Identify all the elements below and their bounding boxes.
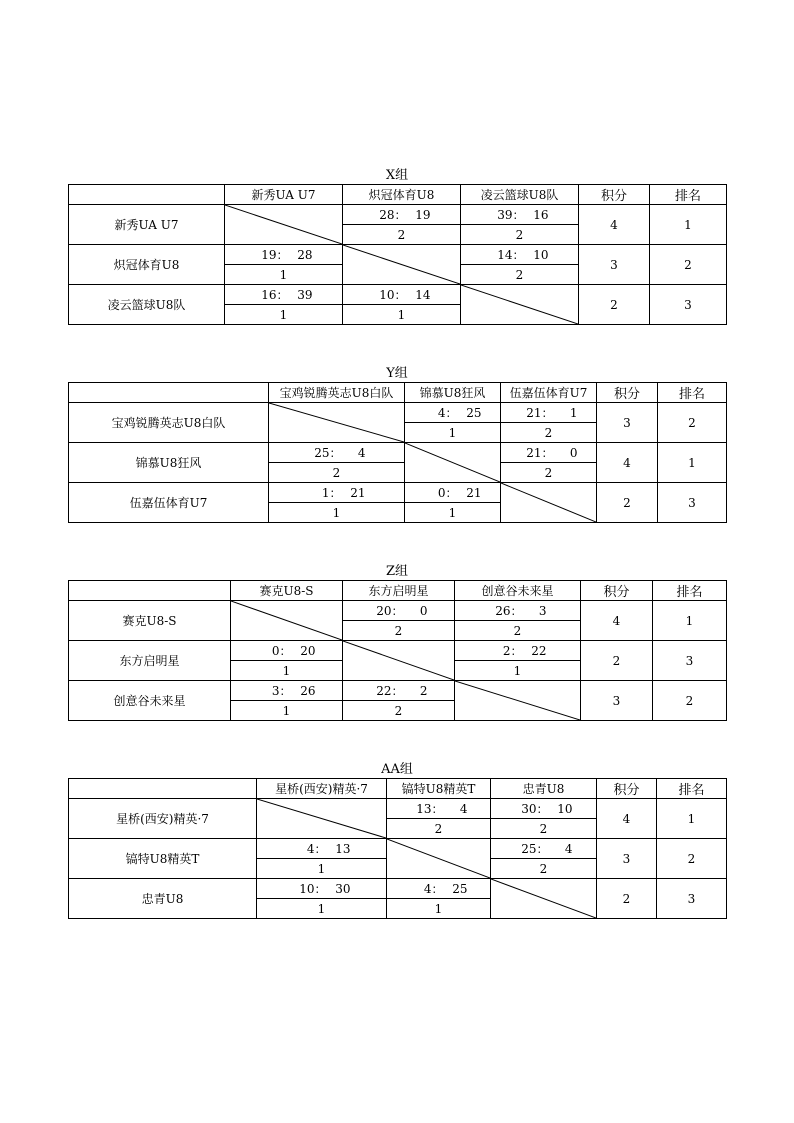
match-score (387, 879, 491, 899)
total-points: 3 (597, 403, 658, 443)
match-score (257, 839, 387, 859)
match-points: 2 (343, 621, 455, 641)
score-home: 28 (379, 208, 395, 222)
score-separator: ： (314, 882, 327, 896)
team-row (69, 601, 727, 621)
total-points: 4 (597, 799, 657, 839)
score-home: 16 (261, 288, 277, 302)
score-home: 4 (423, 882, 432, 896)
score-home: 2 (502, 644, 511, 658)
header-points: 积分 (579, 185, 650, 205)
match-score (387, 799, 491, 819)
score-away: 14 (415, 288, 431, 302)
rank: 3 (650, 285, 727, 325)
team-row (69, 483, 727, 503)
score-separator: ： (512, 248, 525, 262)
match-score (461, 205, 579, 225)
score-home: 4 (306, 842, 315, 856)
header-corner (69, 779, 257, 799)
team-row (69, 879, 727, 899)
score-home: 25 (521, 842, 537, 856)
team-row (69, 681, 727, 701)
score-separator: ： (279, 684, 292, 698)
match-points: 2 (269, 463, 405, 483)
score-value (515, 840, 573, 857)
total-points: 4 (597, 443, 658, 483)
group-3 (68, 762, 726, 919)
team-name: 炽冠体育U8 (69, 245, 225, 285)
score-home: 13 (416, 802, 432, 816)
header-row (69, 581, 727, 601)
diagonal-line (387, 839, 490, 878)
match-points: 2 (455, 621, 581, 641)
score-home: 21 (526, 406, 542, 420)
self-match-cell (231, 601, 343, 641)
score-home: 10 (299, 882, 315, 896)
score-away: 0 (569, 446, 578, 460)
header-rank: 排名 (657, 779, 727, 799)
score-value (293, 840, 351, 857)
diagonal-line (257, 799, 386, 838)
score-value (293, 880, 351, 897)
header-team: 新秀UA U7 (225, 185, 343, 205)
standings-table (68, 382, 727, 523)
score-home: 30 (521, 802, 537, 816)
rank: 1 (657, 799, 727, 839)
diagonal-line (343, 245, 460, 284)
score-separator: ： (431, 882, 444, 896)
score-away: 21 (350, 486, 366, 500)
score-separator: ： (536, 802, 549, 816)
score-value (410, 800, 468, 817)
score-separator: ： (510, 604, 523, 618)
standings-table (68, 184, 727, 325)
score-away: 0 (419, 604, 428, 618)
match-score (343, 205, 461, 225)
score-away: 3 (538, 604, 547, 618)
group-title: Z组 (385, 564, 409, 579)
header-rank: 排名 (653, 581, 727, 601)
score-home: 26 (495, 604, 511, 618)
score-away: 10 (533, 248, 549, 262)
total-points: 2 (597, 483, 658, 523)
header-corner (69, 383, 269, 403)
score-value (373, 286, 431, 303)
group-0 (68, 168, 726, 325)
match-points: 2 (491, 819, 597, 839)
score-separator: ： (394, 288, 407, 302)
match-score (269, 443, 405, 463)
total-points: 2 (597, 879, 657, 919)
header-team: 宝鸡锐腾英志U8白队 (269, 383, 405, 403)
header-corner (69, 185, 225, 205)
match-score (231, 641, 343, 661)
match-points: 1 (231, 701, 343, 721)
score-separator: ： (512, 208, 525, 222)
match-score (455, 601, 581, 621)
header-points: 积分 (581, 581, 653, 601)
score-value (515, 800, 573, 817)
team-name: 新秀UA U7 (69, 205, 225, 245)
match-score (225, 285, 343, 305)
self-match-cell (461, 285, 579, 325)
group-title: X组 (385, 168, 409, 183)
header-team: 赛克U8-S (231, 581, 343, 601)
match-score (343, 681, 455, 701)
diagonal-line (231, 601, 342, 640)
match-points: 2 (501, 423, 597, 443)
score-home: 19 (261, 248, 277, 262)
team-row (69, 443, 727, 463)
score-separator: ： (314, 842, 327, 856)
score-home: 1 (321, 486, 330, 500)
score-value (258, 682, 316, 699)
match-points: 1 (257, 859, 387, 879)
score-value (520, 444, 578, 461)
total-points: 3 (597, 839, 657, 879)
score-value (410, 880, 468, 897)
score-away: 13 (335, 842, 351, 856)
match-points: 2 (501, 463, 597, 483)
match-score (269, 483, 405, 503)
match-points: 2 (387, 819, 491, 839)
match-score (225, 245, 343, 265)
score-home: 20 (376, 604, 392, 618)
score-value (520, 404, 578, 421)
match-points: 2 (461, 265, 579, 285)
match-points: 2 (343, 225, 461, 245)
match-points: 1 (225, 305, 343, 325)
score-value (370, 602, 428, 619)
match-score (491, 799, 597, 819)
score-separator: ： (510, 644, 523, 658)
score-value (258, 642, 316, 659)
match-points: 2 (343, 701, 455, 721)
score-separator: ： (431, 802, 444, 816)
rank: 2 (658, 403, 727, 443)
match-points: 1 (455, 661, 581, 681)
header-team: 镐特U8精英T (387, 779, 491, 799)
team-name: 赛克U8-S (69, 601, 231, 641)
self-match-cell (491, 879, 597, 919)
self-match-cell (257, 799, 387, 839)
match-score (501, 443, 597, 463)
score-separator: ： (541, 406, 554, 420)
match-score (231, 681, 343, 701)
team-row (69, 285, 727, 305)
score-separator: ： (391, 604, 404, 618)
score-value (491, 206, 549, 223)
match-score (343, 285, 461, 305)
team-name: 凌云篮球U8队 (69, 285, 225, 325)
group-title: AA组 (381, 762, 413, 777)
match-points: 1 (269, 503, 405, 523)
rank: 3 (653, 641, 727, 681)
rank: 3 (657, 879, 727, 919)
score-away: 4 (564, 842, 573, 856)
diagonal-line (343, 641, 454, 680)
diagonal-line (501, 483, 596, 522)
header-team: 创意谷未来星 (455, 581, 581, 601)
score-away: 28 (297, 248, 313, 262)
team-row (69, 403, 727, 423)
score-home: 14 (497, 248, 513, 262)
score-away: 20 (300, 644, 316, 658)
score-value (370, 682, 428, 699)
score-away: 26 (300, 684, 316, 698)
team-name: 忠青U8 (69, 879, 257, 919)
team-row (69, 641, 727, 661)
diagonal-line (455, 681, 580, 720)
total-points: 3 (579, 245, 650, 285)
team-name: 东方启明星 (69, 641, 231, 681)
score-away: 2 (419, 684, 428, 698)
header-team: 伍嘉伍体育U7 (501, 383, 597, 403)
match-points: 1 (405, 423, 501, 443)
match-score (491, 839, 597, 859)
header-row (69, 779, 727, 799)
match-score (501, 403, 597, 423)
score-away: 30 (335, 882, 351, 896)
score-separator: ： (394, 208, 407, 222)
rank: 1 (650, 205, 727, 245)
self-match-cell (405, 443, 501, 483)
score-home: 22 (376, 684, 392, 698)
score-away: 22 (531, 644, 547, 658)
score-separator: ： (276, 248, 289, 262)
standings-table (68, 778, 727, 919)
team-row (69, 205, 727, 225)
score-separator: ： (445, 406, 458, 420)
header-team: 锦慕U8狂风 (405, 383, 501, 403)
standings-table (68, 580, 727, 721)
rank: 1 (653, 601, 727, 641)
score-home: 0 (271, 644, 280, 658)
group-2 (68, 564, 726, 721)
score-value (308, 484, 366, 501)
score-separator: ： (329, 486, 342, 500)
score-value (491, 246, 549, 263)
match-points: 2 (491, 859, 597, 879)
score-value (424, 484, 482, 501)
header-rank: 排名 (658, 383, 727, 403)
score-separator: ： (279, 644, 292, 658)
score-value (255, 246, 313, 263)
rank: 3 (658, 483, 727, 523)
score-home: 0 (437, 486, 446, 500)
total-points: 4 (579, 205, 650, 245)
header-points: 积分 (597, 383, 658, 403)
header-team: 忠青U8 (491, 779, 597, 799)
self-match-cell (387, 839, 491, 879)
total-points: 2 (581, 641, 653, 681)
team-name: 锦慕U8狂风 (69, 443, 269, 483)
total-points: 3 (581, 681, 653, 721)
self-match-cell (343, 641, 455, 681)
score-home: 25 (314, 446, 330, 460)
rank: 2 (653, 681, 727, 721)
score-value (308, 444, 366, 461)
rank: 2 (650, 245, 727, 285)
match-points: 1 (257, 899, 387, 919)
score-home: 39 (497, 208, 513, 222)
rank: 1 (658, 443, 727, 483)
diagonal-line (461, 285, 578, 324)
score-home: 3 (271, 684, 280, 698)
header-points: 积分 (597, 779, 657, 799)
team-name: 伍嘉伍体育U7 (69, 483, 269, 523)
team-name: 宝鸡锐腾英志U8白队 (69, 403, 269, 443)
header-team: 东方启明星 (343, 581, 455, 601)
score-away: 4 (357, 446, 366, 460)
self-match-cell (455, 681, 581, 721)
score-away: 4 (459, 802, 468, 816)
total-points: 2 (579, 285, 650, 325)
header-team: 星桥(西安)精英·7 (257, 779, 387, 799)
header-corner (69, 581, 231, 601)
match-score (405, 483, 501, 503)
header-team: 凌云篮球U8队 (461, 185, 579, 205)
diagonal-line (491, 879, 596, 918)
score-value (489, 602, 547, 619)
match-points: 1 (343, 305, 461, 325)
team-row (69, 799, 727, 819)
score-separator: ： (329, 446, 342, 460)
diagonal-line (225, 205, 342, 244)
team-row (69, 245, 727, 265)
team-name: 创意谷未来星 (69, 681, 231, 721)
score-separator: ： (391, 684, 404, 698)
header-rank: 排名 (650, 185, 727, 205)
self-match-cell (269, 403, 405, 443)
score-away: 25 (452, 882, 468, 896)
group-1 (68, 366, 726, 523)
header-row (69, 383, 727, 403)
score-value (424, 404, 482, 421)
score-away: 39 (297, 288, 313, 302)
score-away: 19 (415, 208, 431, 222)
total-points: 4 (581, 601, 653, 641)
header-row (69, 185, 727, 205)
score-separator: ： (541, 446, 554, 460)
match-score (257, 879, 387, 899)
match-score (343, 601, 455, 621)
match-points: 2 (461, 225, 579, 245)
match-points: 1 (231, 661, 343, 681)
match-score (461, 245, 579, 265)
header-team: 炽冠体育U8 (343, 185, 461, 205)
diagonal-line (269, 403, 404, 442)
match-points: 1 (405, 503, 501, 523)
score-separator: ： (276, 288, 289, 302)
diagonal-line (405, 443, 500, 482)
team-name: 镐特U8精英T (69, 839, 257, 879)
match-score (405, 403, 501, 423)
match-points: 1 (225, 265, 343, 285)
score-value (373, 206, 431, 223)
group-title: Y组 (386, 366, 408, 381)
rank: 2 (657, 839, 727, 879)
score-away: 21 (466, 486, 482, 500)
score-away: 10 (557, 802, 573, 816)
score-away: 25 (466, 406, 482, 420)
score-away: 1 (569, 406, 578, 420)
match-points: 1 (387, 899, 491, 919)
match-score (455, 641, 581, 661)
self-match-cell (501, 483, 597, 523)
team-row (69, 839, 727, 859)
self-match-cell (225, 205, 343, 245)
score-separator: ： (536, 842, 549, 856)
score-home: 10 (379, 288, 395, 302)
score-separator: ： (445, 486, 458, 500)
score-value (489, 642, 547, 659)
self-match-cell (343, 245, 461, 285)
score-home: 4 (437, 406, 446, 420)
score-away: 16 (533, 208, 549, 222)
score-home: 21 (526, 446, 542, 460)
score-value (255, 286, 313, 303)
team-name: 星桥(西安)精英·7 (69, 799, 257, 839)
